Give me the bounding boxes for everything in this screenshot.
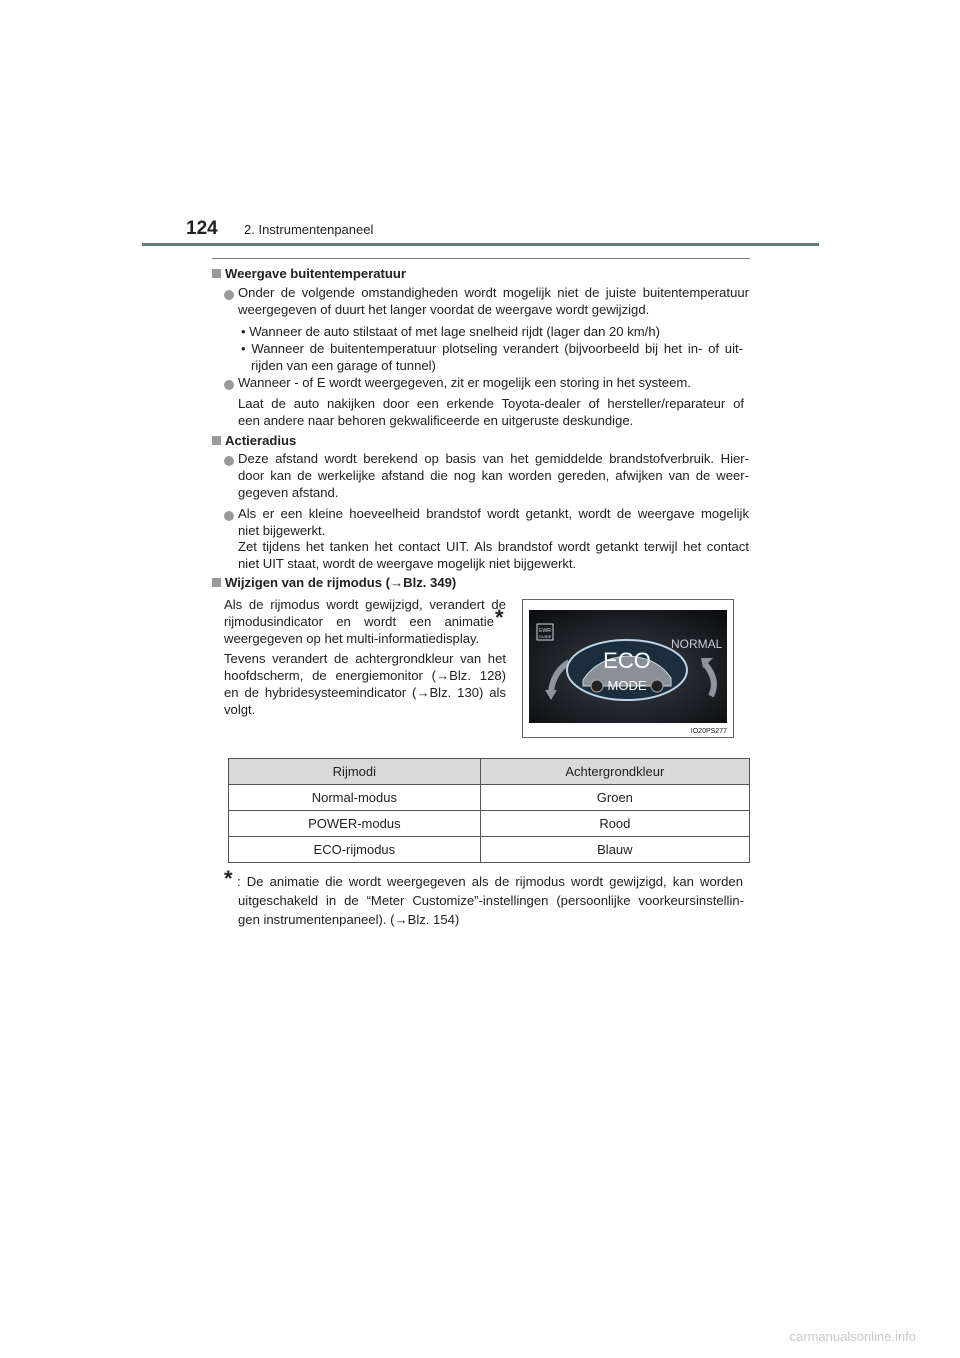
table-cell: POWER-modus <box>229 811 481 837</box>
paragraph-line: Tevens verandert de achtergrondkleur van het <box>224 651 506 666</box>
car-wheel-icon <box>651 680 663 692</box>
round-bullet-icon <box>224 380 234 390</box>
sub-bullet: • Wanneer de buitentemperatuur plotseling verandert (bijvoorbeeld bij het in- of uit- <box>241 341 743 356</box>
paragraph-line: weergegeven of duurt het langer voordat de weergave wordt gewijzigd. <box>238 302 650 317</box>
paragraph-line: weergegeven op het multi-informatiedisplay. <box>224 631 480 646</box>
paragraph-line: niet bijgewerkt. <box>238 523 326 538</box>
table-header: Rijmodi <box>229 759 481 785</box>
car-wheel-icon <box>591 680 603 692</box>
paragraph-line: door kan de werkelijke afstand die nog kan worden gereden, afwijken van de weer- <box>238 468 749 483</box>
table-row <box>229 785 750 811</box>
paragraph-line: gegeven afstand. <box>238 485 339 500</box>
eco-mode-display-figure <box>522 599 734 738</box>
round-bullet-icon <box>224 290 234 300</box>
table-cell: Normal-modus <box>229 785 481 811</box>
table-header-row <box>229 759 750 785</box>
paragraph-line: Als de rijmodus wordt gewijzigd, verandert de <box>224 597 506 612</box>
paragraph-line: en de hybridesysteemindicator (→Blz. 130) als <box>224 685 506 700</box>
eco-label: ECO <box>603 648 651 673</box>
paragraph-line: rijmodusindicator en wordt een animatie <box>224 614 494 629</box>
paragraph-line: Onder de volgende omstandigheden wordt mogelijk niet de juiste buitentemperatuur <box>238 285 749 300</box>
page-number: 124 <box>186 218 218 239</box>
paragraph-line: niet UIT staat, wordt de weergave mogelijk niet bijgewerkt. <box>238 556 577 571</box>
table-cell: Rood <box>480 811 749 837</box>
sub-bullet: • Wanneer de auto stilstaat of met lage snelheid rijdt (lager dan 20 km/h) <box>241 324 660 339</box>
table-row <box>229 811 750 837</box>
section-rule <box>212 258 750 259</box>
table-row <box>229 837 750 863</box>
drive-mode-table <box>228 758 750 863</box>
normal-label: NORMAL <box>671 637 723 651</box>
footnote-line: gen instrumentenpaneel). (→Blz. 154) <box>238 912 460 927</box>
footnote-line: uitgeschakeld in de “Meter Customize”-instellingen (persoonlijke voorkeursinstellin- <box>238 893 744 908</box>
badge-text: EWR <box>539 628 551 634</box>
badge-text: GUIDE <box>538 634 552 639</box>
sub-bullet-line: rijden van een garage of tunnel) <box>251 358 436 373</box>
footnote-star: * <box>495 605 504 630</box>
chapter-title: 2. Instrumentenpaneel <box>244 222 374 237</box>
section-heading-temperature: Weergave buitentemperatuur <box>212 266 406 283</box>
paragraph-line: Wanneer - of E wordt weergegeven, zit er mogelijk een storing in het systeem. <box>238 375 691 390</box>
square-bullet-icon <box>212 578 221 587</box>
square-bullet-icon <box>212 269 221 278</box>
section-heading-drive-mode: Wijzigen van de rijmodus (→Blz. 349) <box>212 575 456 592</box>
paragraph-line: Laat de auto nakijken door een erkende Toyota-dealer of hersteller/reparateur of <box>238 396 744 411</box>
paragraph-line: een andere naar behoren gekwalificeerde en uitgeruste deskundige. <box>238 413 634 428</box>
header-rule <box>142 243 819 246</box>
paragraph-line: Deze afstand wordt berekend op basis van het gemiddelde brandstofverbruik. Hier- <box>238 451 749 466</box>
mode-label: MODE <box>607 678 647 693</box>
round-bullet-icon <box>224 511 234 521</box>
footnote-line: : De animatie die wordt weergegeven als de rijmodus wordt gewijzigd, kan worden <box>237 874 743 889</box>
table-cell: ECO-rijmodus <box>229 837 481 863</box>
table-cell: Blauw <box>480 837 749 863</box>
section-heading-range: Actieradius <box>212 433 296 450</box>
figure-code: IO20PS277 <box>690 728 727 735</box>
paragraph-line: hoofdscherm, de energiemonitor (→Blz. 128) <box>224 668 506 683</box>
table-header: Achtergrondkleur <box>480 759 749 785</box>
table-cell: Groen <box>480 785 749 811</box>
paragraph-line: Als er een kleine hoeveelheid brandstof wordt getankt, wordt de weergave mogelijk <box>238 506 749 521</box>
eco-mode-display-illustration <box>523 600 733 737</box>
square-bullet-icon <box>212 436 221 445</box>
round-bullet-icon <box>224 456 234 466</box>
watermark: carmanualsonline.info <box>789 1329 916 1344</box>
footnote-mark: * <box>224 866 233 891</box>
paragraph-line: volgt. <box>224 702 256 717</box>
paragraph-line: Zet tijdens het tanken het contact UIT. Als brandstof wordt getankt terwijl het contact <box>238 539 749 554</box>
